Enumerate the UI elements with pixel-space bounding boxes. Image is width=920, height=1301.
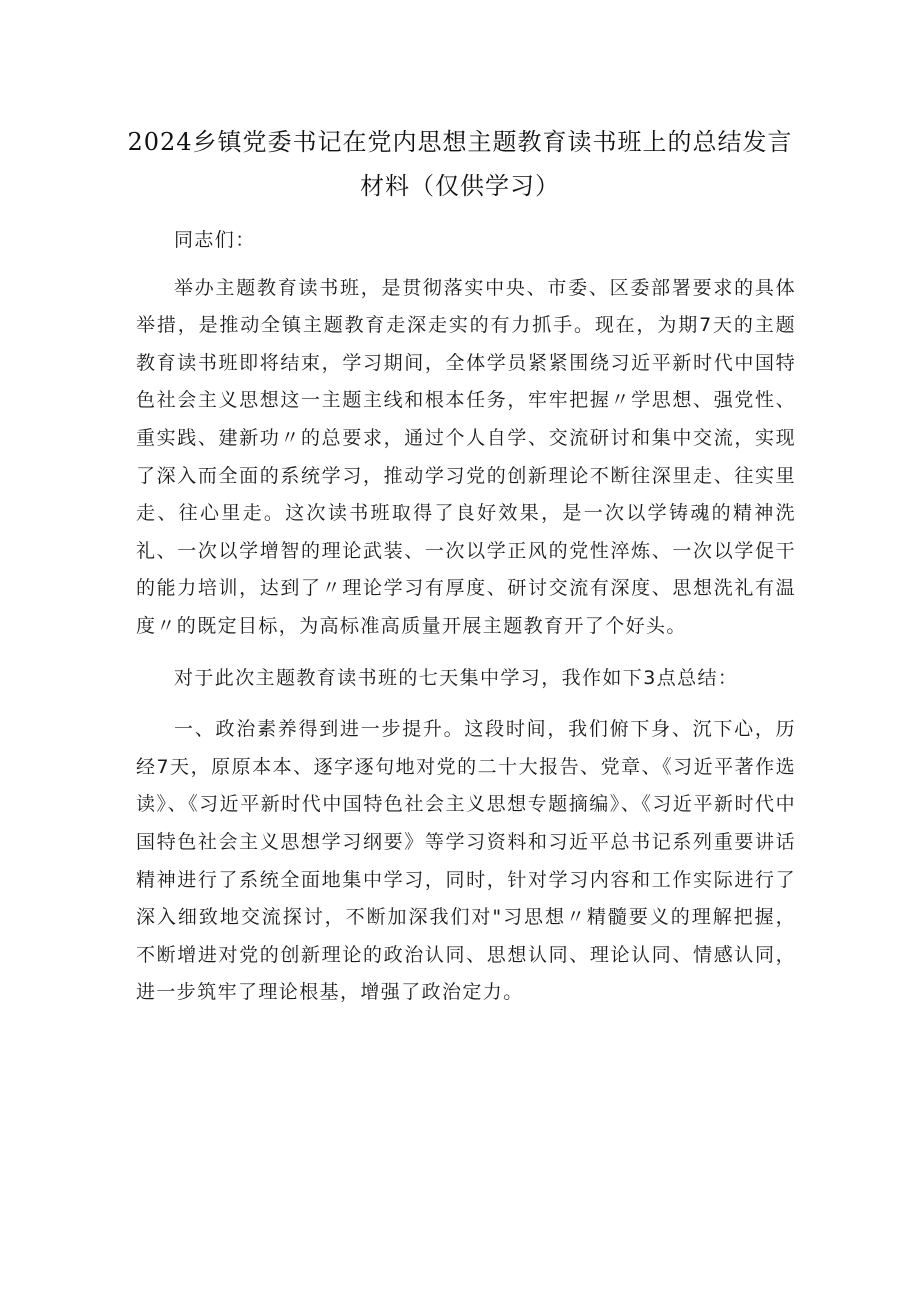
document-body bbox=[136, 222, 796, 1026]
document-title: 2024乡镇党委书记在党内思想主题教育读书班上的总结发言材料（仅供学习） bbox=[127, 128, 793, 200]
paragraph-intro: 举办主题教育读书班，是贯彻落实中央、市委、区委部署要求的具体举措，是推动全镇主题教育走深走实的有力抓手。现在，为期7天的主题教育读书班即将结束，学习期间，全体学员紧紧围绕习近平新时代中国特色社会主义思想这一主题主线和根本任务，牢牢把握〃学思想、强党性、重实践、建新功〃的总要求，通过个人自学、交流研讨和集中交流，实现了深入而全面的系统学习，推动学习党的创新理论不断往深里走、往实里走、往心里走。这次读书班取得了良好效果，是一次以学铸魂的精神洗礼、一次以学增智的理论武装、一次以学正风的党性淬炼、一次以学促干的能力培训，达到了〃理论学习有厚度、研讨交流有深度、思想洗礼有温度〃的既定目标，为高标准高质量开展主题教育开了个好头。 bbox=[136, 276, 796, 637]
paragraph-point-one: 一、政治素养得到进一步提升。这段时间，我们俯下身、沉下心，历经7天，原原本本、逐字逐句地对党的二十大报告、党章、《习近平著作选读》、《习近平新时代中国特色社会主义思想专题摘编》、《习近平新时代中国特色社会主义思想学习纲要》等学习资料和习近平总书记系列重要讲话精神进行了系统全面地集中学习，同时，针对学习内容和工作实际进行了深入细致地交流探讨，不断加深我们对"习思想〃精髓要义的理解把握，不断增进对党的创新理论的政治认同、思想认同、理论认同、情感认同，进一步筑牢了理论根基，增强了政治定力。 bbox=[136, 718, 796, 1004]
paragraph-summary-lead: 对于此次主题教育读书班的七天集中学习，我作如下3点总结： bbox=[174, 666, 739, 689]
greeting: 同志们： bbox=[174, 229, 256, 251]
